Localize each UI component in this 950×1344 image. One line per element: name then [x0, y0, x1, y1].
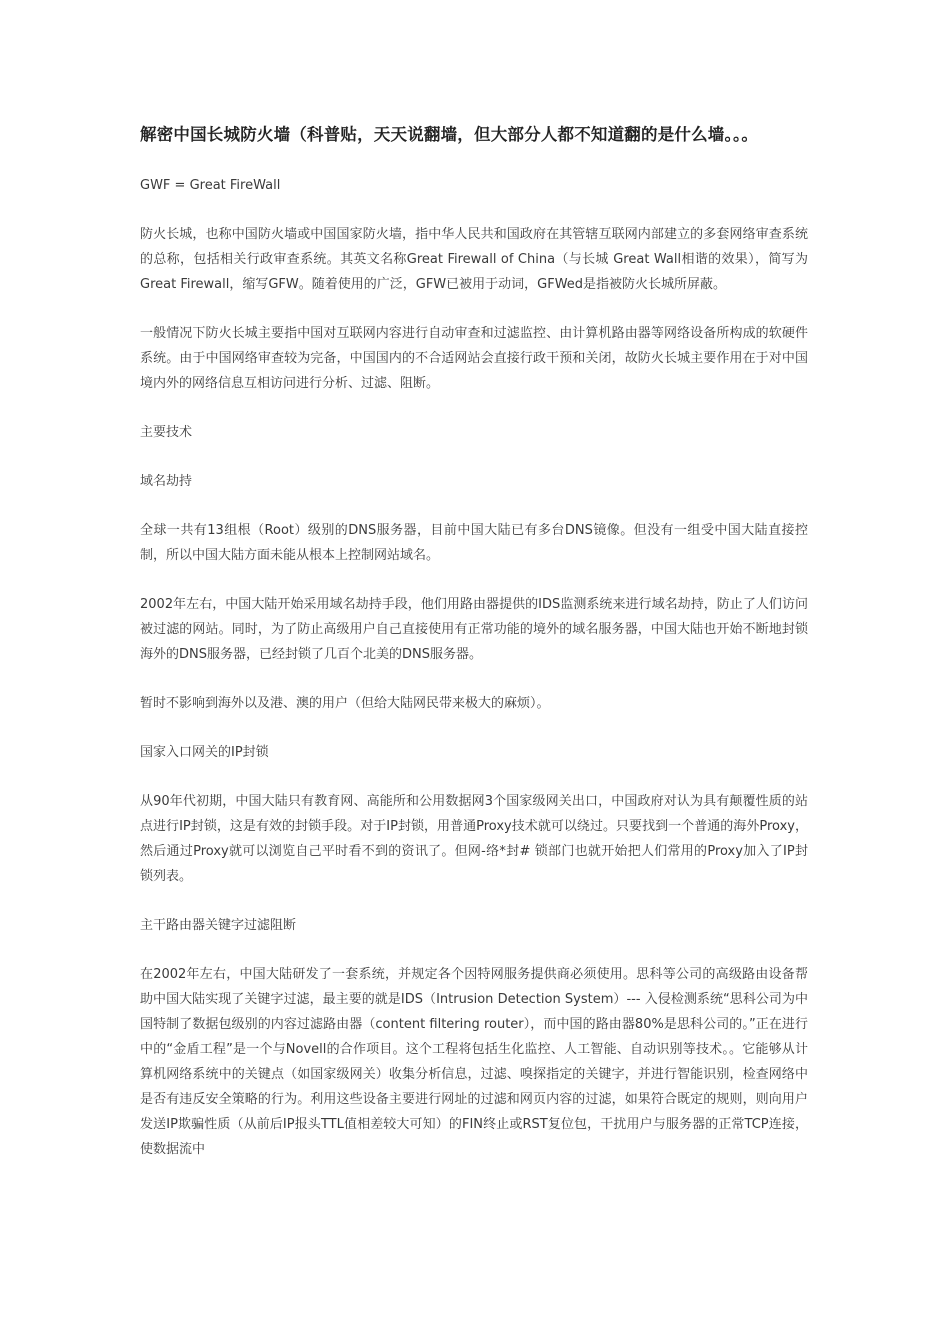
section-heading-ip-block: 国家入口网关的IP封锁	[140, 745, 269, 760]
paragraph-overview: 一般情况下防火长城主要指中国对互联网内容进行自动审查和过滤监控、由计算机路由器等网络设备所构成的软硬件系统。由于中国网络审查较为完备，中国国内的不合适网站会直接行政干预和关闭，故防火长城主要作用在于对中国境内外的网络信息互相访问进行分析、过滤、阻断。	[140, 326, 808, 391]
paragraph-root-dns: 全球一共有13组根（Root）级别的DNS服务器，目前中国大陆已有多台DNS镜像。但没有一组受中国大陆直接控制，所以中国大陆方面未能从根本上控制网站域名。	[140, 523, 808, 563]
paragraph-ip-block: 从90年代初期，中国大陆只有教育网、高能所和公用数据网3个国家级网关出口，中国政府对认为具有颠覆性质的站点进行IP封锁，这是有效的封锁手段。对于IP封锁，用普通Proxy技术就可以绕过。只要找到一个普通的海外Proxy，然后通过Proxy就可以浏览自己平时看不到的资讯了。但网-络*封# 锁部门也就开始把人们常用的Proxy加入了IP封锁列表。	[140, 794, 808, 884]
section-heading-main-tech: 主要技术	[140, 425, 193, 440]
paragraph-overseas-note: 暂时不影响到海外以及港、澳的用户（但给大陆网民带来极大的麻烦）。	[140, 696, 550, 711]
paragraph-keyword-filter: 在2002年左右，中国大陆研发了一套系统，并规定各个因特网服务提供商必须使用。思科等公司的高级路由设备帮助中国大陆实现了关键字过滤，最主要的就是IDS（Intrusion Detection System）--- 入侵检测系统“思科公司为中国特制了数据包级别的内容过滤路由器（content filtering router），而中国的路由器80%是思科公司的。”正在进行中的“金盾工程”是一个与Novell的合作项目。这个工程将包括生化监控、人工智能、自动识别等技术。。它能够从计算机网络系统中的关键点（如国家级网关）收集分析信息，过滤、嗅探指定的关键字，并进行智能识别，检查网络中是否有违反安全策略的行为。利用这些设备主要进行网址的过滤和网页内容的过滤，如果符合既定的规则，则向用户发送IP欺骗性质（从前后IP报头TTL值相差较大可知）的FIN终止或RST复位包，干扰用户与服务器的正常TCP连接，使数据流中	[140, 967, 808, 1157]
document-page	[140, 122, 808, 1186]
paragraph-gwf-definition: GWF = Great FireWall	[140, 178, 281, 193]
paragraph-2002-dns: 2002年左右，中国大陆开始采用域名劫持手段，他们用路由器提供的IDS监测系统来进行域名劫持，防止了人们访问被过滤的网站。同时，为了防止高级用户自己直接使用有正常功能的境外的域名服务器，中国大陆也开始不断地封锁海外的DNS服务器，已经封锁了几百个北美的DNS服务器。	[140, 597, 808, 662]
section-heading-dns-hijack: 域名劫持	[140, 474, 193, 489]
document-title: 解密中国长城防火墙（科普贴，天天说翻墙，但大部分人都不知道翻的是什么墙。。。	[140, 125, 759, 144]
section-heading-keyword-filter: 主干路由器关键字过滤阻断	[140, 918, 297, 933]
paragraph-intro: 防火长城，也称中国防火墙或中国国家防火墙，指中华人民共和国政府在其管辖互联网内部建立的多套网络审查系统的总称，包括相关行政审查系统。其英文名称Great Firewall of China（与长城 Great Wall相谐的效果），简写为Great Firewall，缩写GFW。随着使用的广泛，GFW已被用于动词，GFWed是指被防火长城所屏蔽。	[140, 227, 808, 292]
